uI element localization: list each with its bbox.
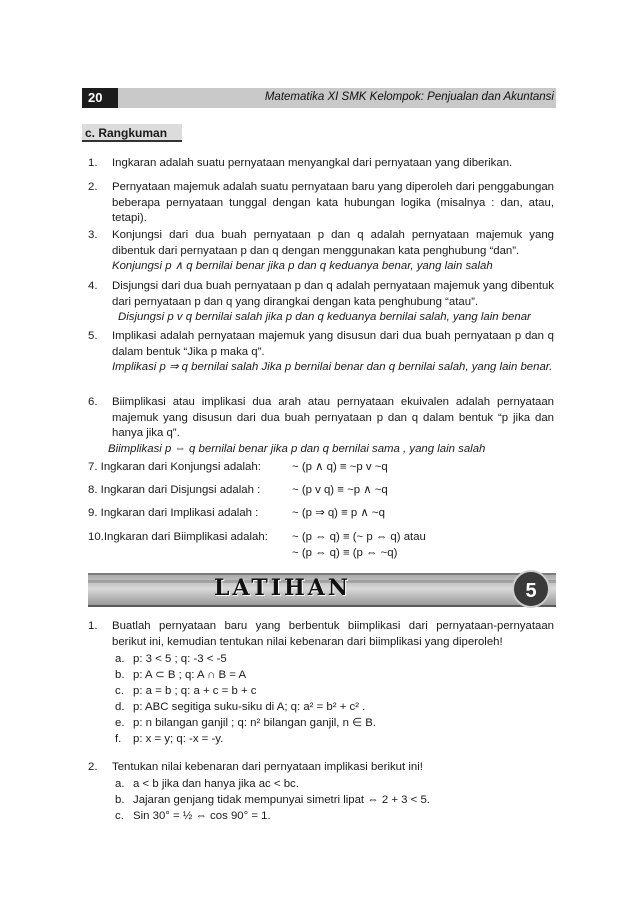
item-text: Pernyataan majemuk adalah suatu pernyataan baru yang diperoleh dari penggabungan beberapa pernyataan tunggal dengan kata hubungan logika (misalnya : dan, atau, tetapi). <box>112 181 554 224</box>
subitem-text: Sin 30° = ½ ⇔ cos 90° = 1. <box>133 810 271 822</box>
item-number: 1. <box>88 157 98 169</box>
item-text: Implikasi adalah pernyataan majemuk yang disusun dari dua buah pernyataan p dan q dalam bentuk “Jika p maka q”. <box>112 330 554 358</box>
exercise-subitem <box>115 716 535 732</box>
exercise-subitem <box>115 668 535 684</box>
item-text: Disjungsi dari dua buah pernyataan p dan q adalah pernyataan majemuk yang dibentuk dari pernyataan p dan q yang dirangkai dengan kata penghubung “atau”. <box>112 280 554 308</box>
summary-item <box>88 180 554 227</box>
negation-label: 7. Ingkaran dari Konjungsi adalah: <box>88 461 261 473</box>
summary-item <box>88 279 554 326</box>
exercise-subitem <box>115 793 535 809</box>
subitem-text: p: A ⊂ B ; q: A ∩ B = A <box>133 669 247 681</box>
subitem-letter: c. <box>115 685 124 697</box>
running-title: Matematika XI SMK Kelompok: Penjualan dan Akuntansi <box>264 91 554 103</box>
item-number: 5. <box>88 330 98 342</box>
subitem-text: p: x = y; q: -x = -y. <box>133 733 224 745</box>
negation-value: ~ (p ⇔ q) ≡ (~ p ⇔ q) atau <box>292 531 426 543</box>
page-number: 20 <box>82 88 118 108</box>
subitem-text: p: a = b ; q: a + c = b + c <box>133 685 257 697</box>
subitem-text: p: n bilangan ganjil ; q: n² bilangan ganjil, n ∈ B. <box>133 717 376 729</box>
negation-value: ~ (p v q) ≡ ~p ∧ ~q <box>292 484 388 496</box>
subitem-text: Jajaran genjang tidak mempunyai simetri lipat ⇔ 2 + 3 < 5. <box>133 794 430 806</box>
exercise-subitem <box>115 652 535 668</box>
subitem-letter: b. <box>115 669 125 681</box>
exercise-subitem <box>115 700 535 716</box>
exercise-subitem <box>115 732 535 748</box>
item-text: Ingkaran adalah suatu pernyataan menyangkal dari pernyataan yang diberikan. <box>112 157 513 169</box>
exercise-number: 1. <box>88 620 98 632</box>
item-note: Implikasi p ⇒ q bernilai salah Jika p bernilai benar dan q bernilai salah, yang lain benar. <box>112 361 553 373</box>
negation-value: ~ (p ∧ q) ≡ ~p v ~q <box>292 461 388 473</box>
subitem-letter: a. <box>115 653 125 665</box>
item-note: Disjungsi p v q bernilai salah jika p dan q keduanya bernilai salah, yang lain benar <box>118 311 531 323</box>
item-text: Biimplikasi atau implikasi dua arah atau pernyataan ekuivalen adalah pernyataan majemuk yang disusun dari dua buah pernyataan p dan q dalam bentuk “p jika dan hanya jika q”. <box>112 396 554 439</box>
latihan-title: LATIHAN <box>214 575 351 601</box>
subitem-text: p: 3 < 5 ; q: -3 < -5 <box>133 653 227 665</box>
exercise-number: 2. <box>88 761 98 773</box>
subitem-text: p: ABC segitiga suku-siku di A; q: a² = b² + c² . <box>133 701 366 713</box>
subitem-letter: b. <box>115 794 125 806</box>
section-heading: c. Rangkuman <box>82 124 182 142</box>
item-number: 4. <box>88 280 98 292</box>
summary-item <box>88 395 554 457</box>
exercise-subitem <box>115 809 535 825</box>
item-number: 6. <box>88 396 98 408</box>
subitem-text: a < b jika dan hanya jika ac < bc. <box>133 778 299 790</box>
subitem-letter: e. <box>115 717 125 729</box>
subitem-letter: c. <box>115 810 124 822</box>
exercise-item <box>88 619 554 650</box>
latihan-number-badge: 5 <box>512 570 550 608</box>
exercise-text: Tentukan nilai kebenaran dari pernyataan implikasi berikut ini! <box>112 761 423 773</box>
subitem-letter: d. <box>115 701 125 713</box>
negation-value: ~ (p ⇒ q) ≡ p ∧ ~q <box>292 507 385 519</box>
summary-item <box>88 228 554 275</box>
summary-item <box>88 329 554 376</box>
item-number: 2. <box>88 181 98 193</box>
item-text: Konjungsi dari dua buah pernyataan p dan q adalah pernyataan majemuk yang dibentuk dari pernyataan p dan q dengan menggunakan kata penghubung “dan”. <box>112 229 554 257</box>
exercise-item <box>88 760 554 776</box>
negation-label: 9. Ingkaran dari Implikasi adalah : <box>88 507 259 519</box>
negation-value-alt: ~ (p ⇔ q) ≡ (p ⇔ ~q) <box>292 547 398 559</box>
subitem-letter: f. <box>115 733 122 745</box>
exercise-subitem <box>115 684 535 700</box>
item-number: 3. <box>88 229 98 241</box>
exercise-subitem <box>115 777 535 793</box>
subitem-letter: a. <box>115 778 125 790</box>
exercise-text: Buatlah pernyataan baru yang berbentuk biimplikasi dari pernyataan-pernyataan berikut ini, kemudian tentukan nilai kebenaran dari biimplikasi yang diperoleh! <box>112 620 554 648</box>
item-note: Biimplikasi p ⇔ q bernilai benar jika p dan q bernilai sama , yang lain salah <box>108 442 486 455</box>
summary-item <box>88 156 554 172</box>
negation-label: 10.Ingkaran dari Biimplikasi adalah: <box>88 531 268 543</box>
negation-label: 8. Ingkaran dari Disjungsi adalah : <box>88 484 261 496</box>
item-note: Konjungsi p ∧ q bernilai benar jika p dan q keduanya benar, yang lain salah <box>112 260 493 272</box>
